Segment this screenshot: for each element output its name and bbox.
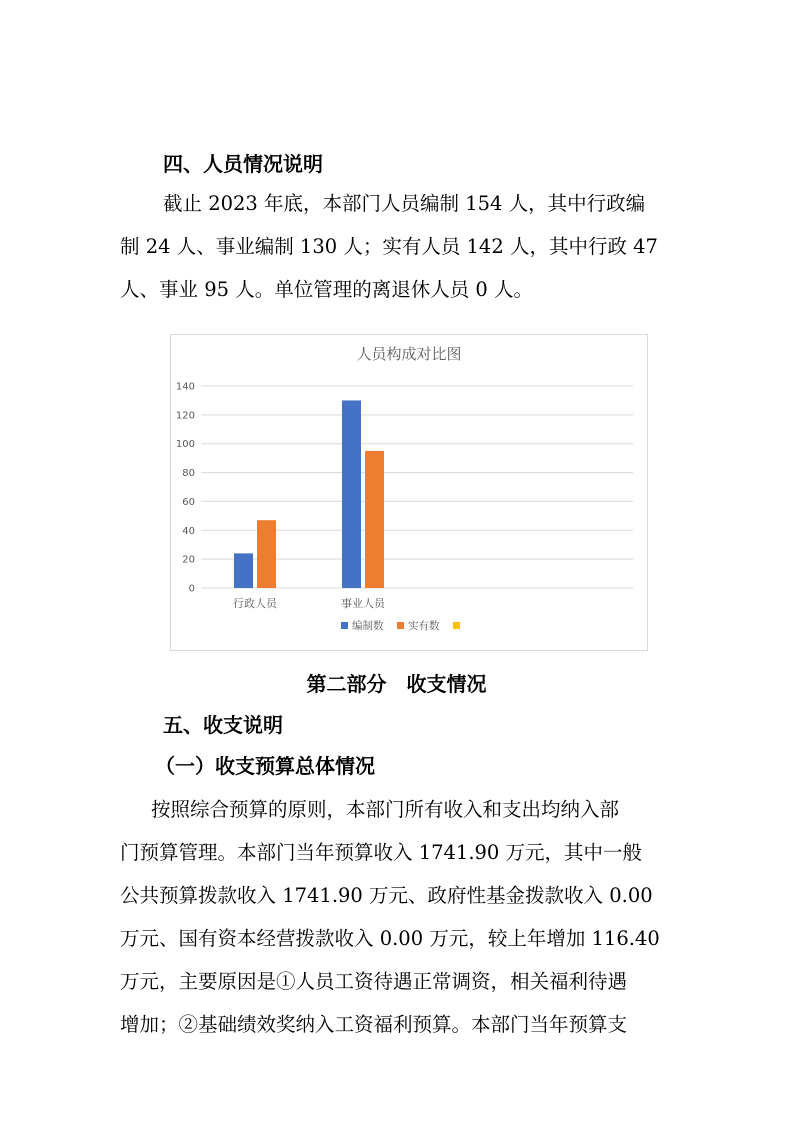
y-tick-label: 40 <box>182 525 195 537</box>
section-5-line-3: 公共预算拨款收入 1741.90 万元、政府性基金拨款收入 0.00 <box>120 884 653 907</box>
y-tick-label: 0 <box>188 583 195 595</box>
section-4-heading: 四、人员情况说明 <box>163 152 323 176</box>
legend-label: 编制数 <box>352 620 384 632</box>
bar-实有数-事业人员 <box>365 451 384 588</box>
chart-title: 人员构成对比图 <box>356 345 462 363</box>
legend-label: 实有数 <box>408 620 440 632</box>
chart-canvas <box>171 335 647 650</box>
bar-编制数-事业人员 <box>342 400 361 588</box>
y-tick-label: 100 <box>175 439 195 451</box>
section-5-heading: 五、收支说明 <box>163 713 283 737</box>
y-tick-label: 140 <box>175 381 195 393</box>
part-2-title: 第二部分 收支情况 <box>306 672 487 696</box>
legend-swatch <box>341 622 348 629</box>
section-5-line-6: 增加；②基础绩效奖纳入工资福利预算。本部门当年预算支 <box>120 1013 628 1036</box>
section-4-line-2: 制 24 人、事业编制 130 人；实有人员 142 人，其中行政 47 <box>120 235 658 258</box>
bar-编制数-行政人员 <box>234 553 253 588</box>
y-tick-label: 80 <box>182 468 195 480</box>
section-4-line-1: 截止 2023 年底，本部门人员编制 154 人，其中行政编 <box>163 192 646 215</box>
section-5-line-5: 万元，主要原因是①人员工资待遇正常调资，相关福利待遇 <box>120 970 628 993</box>
y-tick-label: 60 <box>182 496 195 508</box>
section-5-line-4: 万元、国有资本经营拨款收入 0.00 万元，较上年增加 116.40 <box>120 927 660 950</box>
section-4-line-3: 人、事业 95 人。单位管理的离退休人员 0 人。 <box>120 278 534 301</box>
section-5-line-1: 按照综合预算的原则，本部门所有收入和支出均纳入部 <box>151 798 620 821</box>
y-tick-label: 120 <box>175 410 195 422</box>
bar-实有数-行政人员 <box>257 520 276 588</box>
legend-swatch <box>397 622 404 629</box>
section-5-subheading: （一）收支预算总体情况 <box>155 754 375 778</box>
x-category-label: 行政人员 <box>233 597 277 610</box>
staff-composition-chart <box>170 334 648 651</box>
y-tick-label: 20 <box>182 554 195 566</box>
legend-swatch <box>453 622 460 629</box>
section-5-line-2: 门预算管理。本部门当年预算收入 1741.90 万元，其中一般 <box>120 841 643 864</box>
x-category-label: 事业人员 <box>341 597 385 610</box>
